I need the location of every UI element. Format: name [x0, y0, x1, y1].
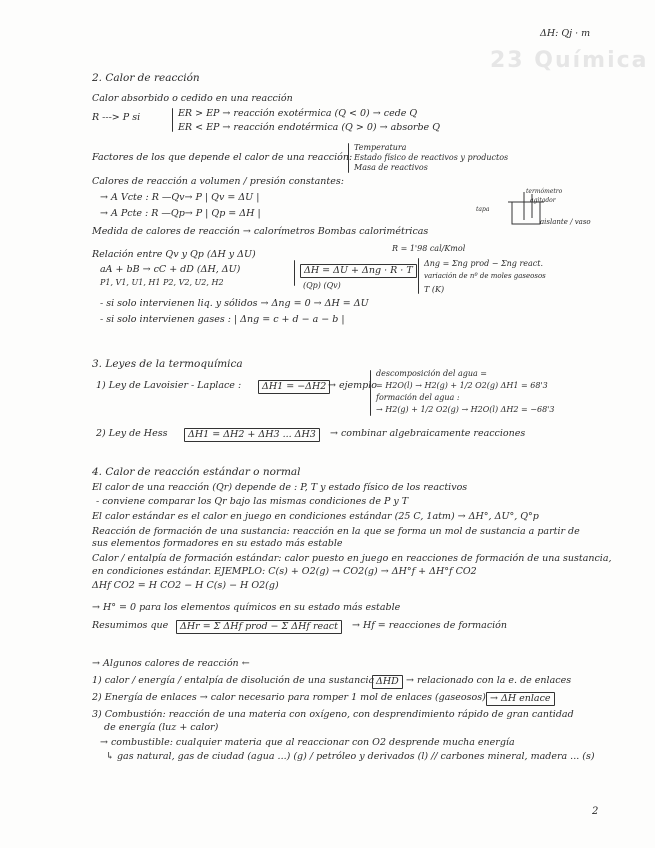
factors-label: Factores de los que depende el calor de una reacción: — [92, 152, 353, 163]
s2-states: P1, V1, U1, H1 P2, V2, U2, H2 — [100, 278, 224, 287]
brace — [294, 260, 295, 286]
gas-constant: R = 1'98 cal/Kmol — [392, 244, 466, 253]
eq-qp-qv: (Qp) (Qv) — [303, 281, 341, 290]
section-2-title: 2. Calor de reacción — [92, 72, 200, 84]
example-eq-2: → H2(g) + 1/2 O2(g) → H2O(l) ΔH2 = −68'3 — [376, 405, 555, 414]
factor-state: Estado físico de reactivos y productos — [354, 153, 509, 162]
s4-line-3: El calor estándar es el calor en juego en condiciones estándar (25 C, 1atm) → ΔH°, ΔU°, Q°p — [92, 511, 539, 522]
factor-temperature: Temperatura — [354, 143, 407, 152]
boxed-equation: ΔH = ΔU + Δng · R · T — [300, 264, 417, 278]
example-desc-2: formación del agua : — [376, 393, 460, 402]
s2-calores-title: Calores de reacción a volumen / presión constantes: — [92, 176, 344, 187]
s4-line-6: Calor / entalpía de formación estándar: calor puesto en juego en reacciones de formación de una sustancia, — [92, 553, 612, 564]
s4-summary-desc: → Hf = reacciones de formación — [352, 620, 508, 631]
label-agitador: agitador — [530, 197, 556, 204]
s4-line-5: sus elementos formadores en su estado más estable — [92, 538, 343, 549]
s5-line-1c: → relacionado con la e. de enlaces — [406, 675, 572, 686]
s5-line-6: ↳ gas natural, gas de ciudad (agua ...) (g) / petróleo y derivados (l) // carbones mineral, madera ... (s) — [106, 751, 595, 762]
s2-relacion: Relación entre Qv y Qp (ΔH y ΔU) — [92, 249, 256, 260]
brace — [172, 108, 173, 132]
s4-line-7: en condiciones estándar. EJEMPLO: C(s) + O2(g) → CO2(g) → ΔH°f + ΔH°f CO2 — [92, 566, 477, 577]
s2-reaction: aA + bB → cC + dD (ΔH, ΔU) — [100, 264, 241, 275]
factor-mass: Masa de reactivos — [354, 163, 428, 172]
boxed-equation: ΔHD — [372, 675, 403, 689]
lavoisier-example: → ejemplo — [328, 380, 378, 391]
boxed-equation: ΔHr = Σ ΔHf prod − Σ ΔHf react — [176, 620, 342, 634]
lavoisier-law: 1) Ley de Lavoisier - Laplace : — [96, 380, 242, 391]
s4-summary-label: Resumimos que — [92, 620, 169, 631]
example-eq-1: = H2O(l) → H2(g) + 1/2 O2(g) ΔH1 = 68'3 — [376, 381, 548, 390]
s2-line-1: Calor absorbido o cedido en una reacción — [92, 93, 293, 104]
s4-line-2: - conviene comparar los Qr bajo las mismas condiciones de P y T — [96, 496, 409, 507]
s2-exo: ER > EP → reacción exotérmica (Q < 0) → cede Q — [178, 108, 418, 119]
brace — [418, 258, 419, 294]
label-aislante: aislante / vaso — [540, 218, 591, 226]
s2-medida: Medida de calores de reacción → calorímetros Bombas calorimétricas — [92, 226, 429, 237]
s5-dh-enlace — [486, 692, 555, 706]
hess-eq — [184, 428, 320, 442]
hess-desc: → combinar algebraicamente reacciones — [330, 428, 526, 439]
example-desc-1: descomposición del agua = — [376, 369, 488, 378]
s2-pcte: → A Pcte : R —Qp→ P | Qp = ΔH | — [100, 208, 261, 219]
lavoisier-eq — [258, 380, 330, 394]
boxed-equation: ΔH1 = ΔH2 + ΔH3 ... ΔH3 — [184, 428, 320, 442]
hess-law: 2) Ley de Hess — [96, 428, 168, 439]
eq-dh-du — [300, 264, 417, 278]
boxed-equation: ΔH1 = −ΔH2 — [258, 380, 330, 394]
section-4-title: 4. Calor de reacción estándar o normal — [92, 466, 301, 478]
s5-line-3: 3) Combustión: reacción de una materia con oxígeno, con desprendimiento rápido de gran cantidad — [92, 709, 574, 720]
label-tapa: tapa — [476, 206, 490, 213]
s2-case-liquid: - si solo intervienen liq. y sólidos → Δng = 0 → ΔH = ΔU — [100, 298, 369, 309]
boxed-equation: → ΔH enlace — [486, 692, 555, 706]
s2-endo: ER < EP → reacción endotérmica (Q > 0) → absorbe Q — [178, 122, 440, 133]
s4-line-9: → H° = 0 para los elementos químicos en su estado más estable — [92, 602, 401, 613]
s5-line-5: → combustible: cualquier materia que al reaccionar con O2 desprende mucha energía — [100, 737, 515, 748]
brace — [348, 143, 349, 173]
s2-case-gas: - si solo intervienen gases : | Δng = c + d − a − b | — [100, 314, 345, 325]
s4-summary-eq — [176, 620, 342, 634]
delta-ng-def: Δng = Σng prod − Σng react. — [424, 259, 544, 268]
header-formula: ΔH: Qj · m — [540, 28, 591, 39]
s5-line-2: 2) Energía de enlaces → calor necesario para romper 1 mol de enlaces (gaseosos) — [92, 692, 486, 703]
s4-line-1: El calor de una reacción (Qr) depende de : P, T y estado físico de los reactivos — [92, 482, 468, 493]
temperature-unit: T (K) — [424, 285, 445, 294]
watermark: 23 Química — [490, 48, 649, 73]
page-number: 2 — [592, 806, 599, 817]
s5-line-1: 1) calor / energía / entalpía de disolución de una sustancia — [92, 675, 375, 686]
delta-ng-desc: variación de nº de moles gaseosos — [424, 272, 546, 280]
section-5-title: → Algunos calores de reacción ← — [92, 658, 250, 669]
s5-dhd — [372, 675, 403, 689]
label-termometro: termómetro — [526, 188, 563, 195]
s2-vcte: → A Vcte : R —Qv→ P | Qv = ΔU | — [100, 192, 260, 203]
s4-line-8: ΔHf CO2 = H CO2 − H C(s) − H O2(g) — [92, 580, 279, 591]
brace — [370, 370, 371, 416]
section-3-title: 3. Leyes de la termoquímica — [92, 358, 243, 370]
s4-line-4: Reacción de formación de una sustancia: reacción en la que se forma un mol de sustancia a partir de — [92, 526, 580, 537]
s2-line-2a: R ---> P si — [92, 112, 141, 123]
s5-line-4: de energía (luz + calor) — [104, 722, 219, 733]
